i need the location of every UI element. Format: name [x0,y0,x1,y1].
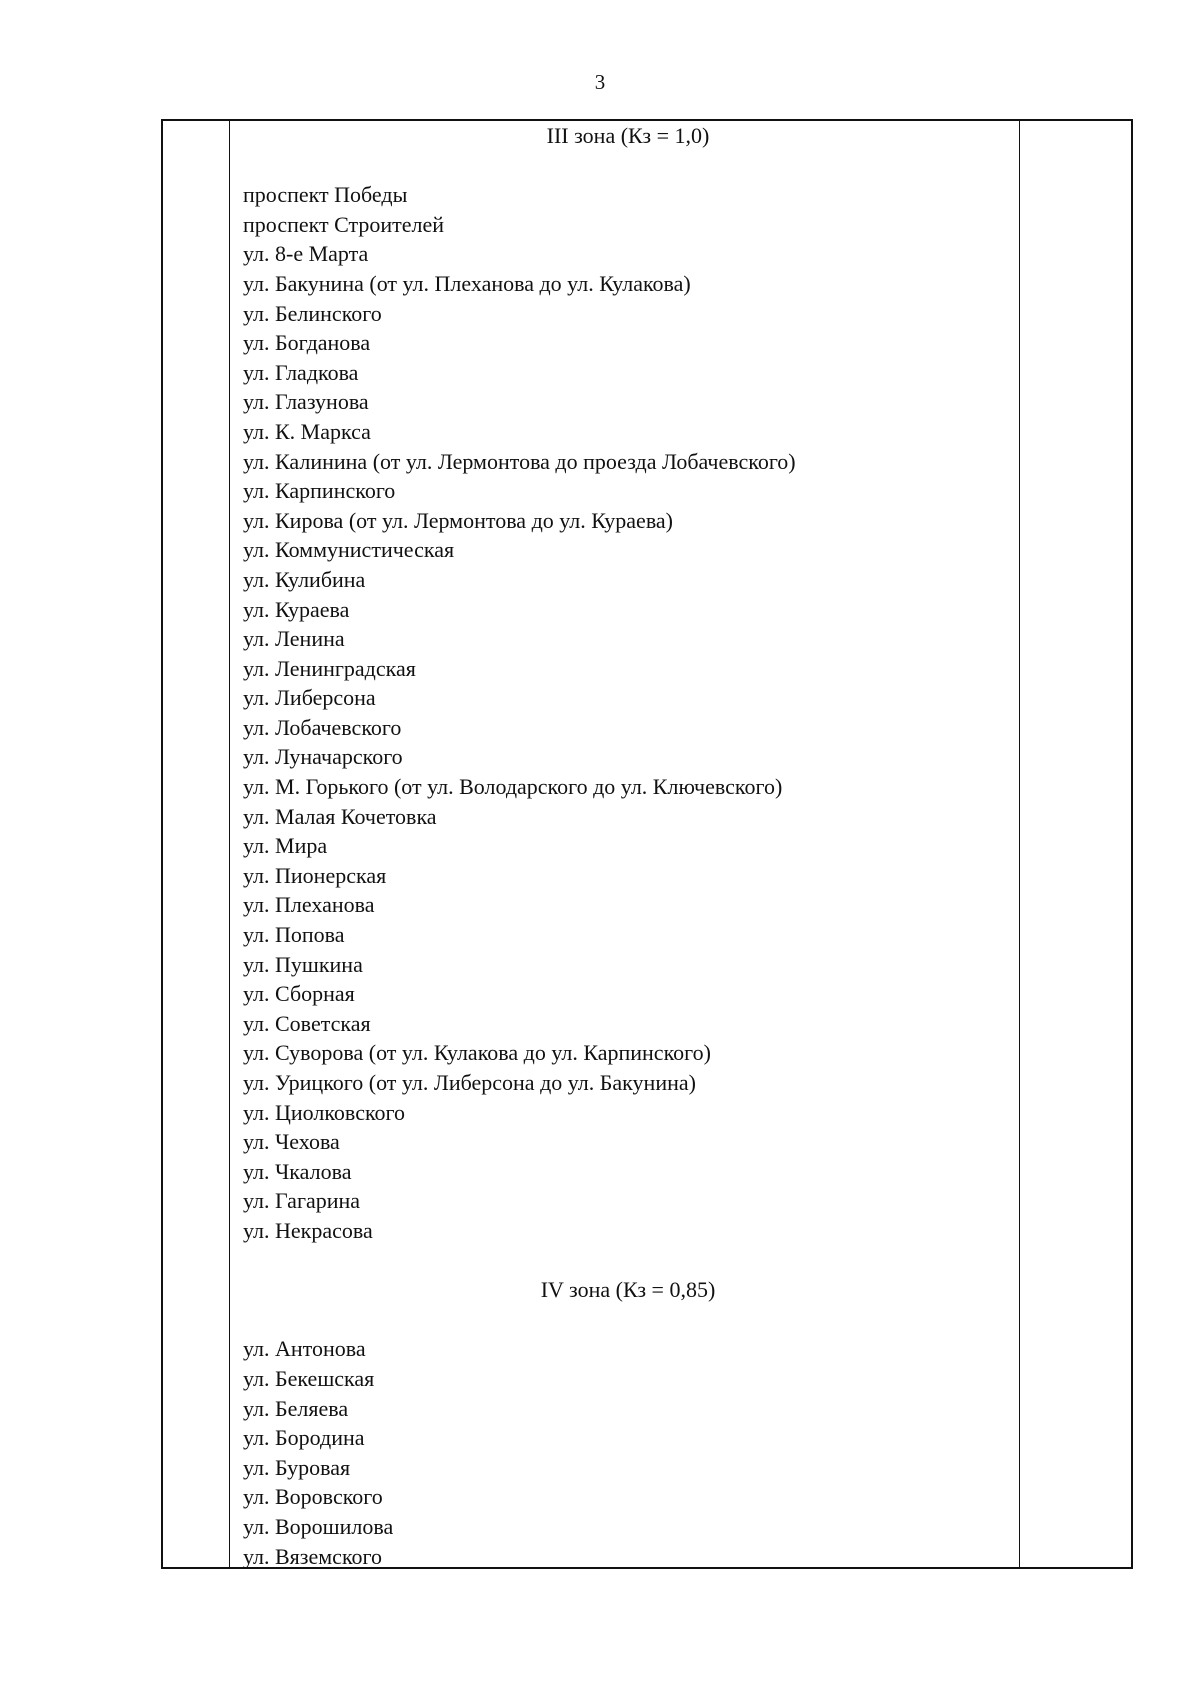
street-item: ул. Бородина [243,1425,365,1451]
zone-heading: III зона (Кз = 1,0) [546,123,710,148]
street-item: ул. Плеханова [243,892,375,918]
street-item: ул. Глазунова [243,389,369,415]
street-item: ул. Пушкина [243,951,363,977]
street-item: ул. Ленина [243,626,345,652]
street-item: ул. Малая Кочетовка [243,803,437,829]
street-item: ул. Чехова [243,1129,340,1155]
street-item: ул. Попова [243,922,345,948]
street-item: ул. Луначарского [243,744,403,770]
street-item: ул. Буровая [243,1454,351,1480]
blank-line [243,151,1013,181]
street-item: ул. Кулибина [243,566,366,592]
street-item: ул. Урицкого (от ул. Либерсона до ул. Бакунина) [243,1070,696,1095]
page-number: 3 [594,70,606,94]
street-item: ул. Пионерская [243,862,387,888]
street-item: ул. Белинского [243,300,382,326]
street-item: проспект Победы [243,182,408,208]
blank-line [243,1305,1013,1335]
street-item: ул. Суворова (от ул. Кулакова до ул. Карпинского) [243,1040,711,1066]
blank-line [243,1246,1013,1276]
street-item: ул. Некрасова [243,1217,373,1243]
table-column-divider-right [1019,121,1020,1567]
street-item: ул. Циолковского [243,1099,406,1125]
street-item: проспект Строителей [243,211,445,237]
street-item: ул. Богданова [243,330,371,356]
street-item: ул. Карпинского [243,478,396,504]
street-item: ул. Кураева [243,596,350,622]
street-item: ул. Бакунина (от ул. Плеханова до ул. Кулакова) [243,270,691,296]
street-item: ул. Либерсона [243,685,376,711]
street-item: ул. К. Маркса [243,418,371,444]
street-item: ул. Мира [243,833,328,859]
zone-heading: IV зона (Кз = 0,85) [540,1277,716,1303]
street-item: ул. Воровского [243,1484,383,1510]
street-item: ул. Вяземского [243,1543,382,1569]
street-item: ул. Бекешская [243,1365,375,1391]
street-item: ул. Гладкова [243,359,359,385]
table-column-divider-left [229,121,230,1567]
street-item: ул. Сборная [243,981,355,1007]
street-item: ул. Советская [243,1010,371,1036]
street-item: ул. Лобачевского [243,714,402,740]
street-item: ул. Ленинградская [243,655,416,681]
street-item: ул. Ворошилова [243,1513,394,1539]
street-item: ул. 8-е Марта [243,241,369,267]
street-item: ул. М. Горького (от ул. Володарского до ул. Ключевского) [243,774,783,800]
street-list-cell [243,121,1013,1571]
street-item: ул. Калинина (от ул. Лермонтова до проезда Лобачевского) [243,448,796,474]
street-item: ул. Гагарина [243,1188,361,1214]
street-item: ул. Чкалова [243,1158,352,1184]
street-item: ул. Кирова (от ул. Лермонтова до ул. Кураева) [243,507,674,533]
street-item: ул. Антонова [243,1336,366,1362]
street-item: ул. Коммунистическая [243,537,455,563]
zone-table [161,119,1133,1569]
street-item: ул. Беляева [243,1395,349,1421]
